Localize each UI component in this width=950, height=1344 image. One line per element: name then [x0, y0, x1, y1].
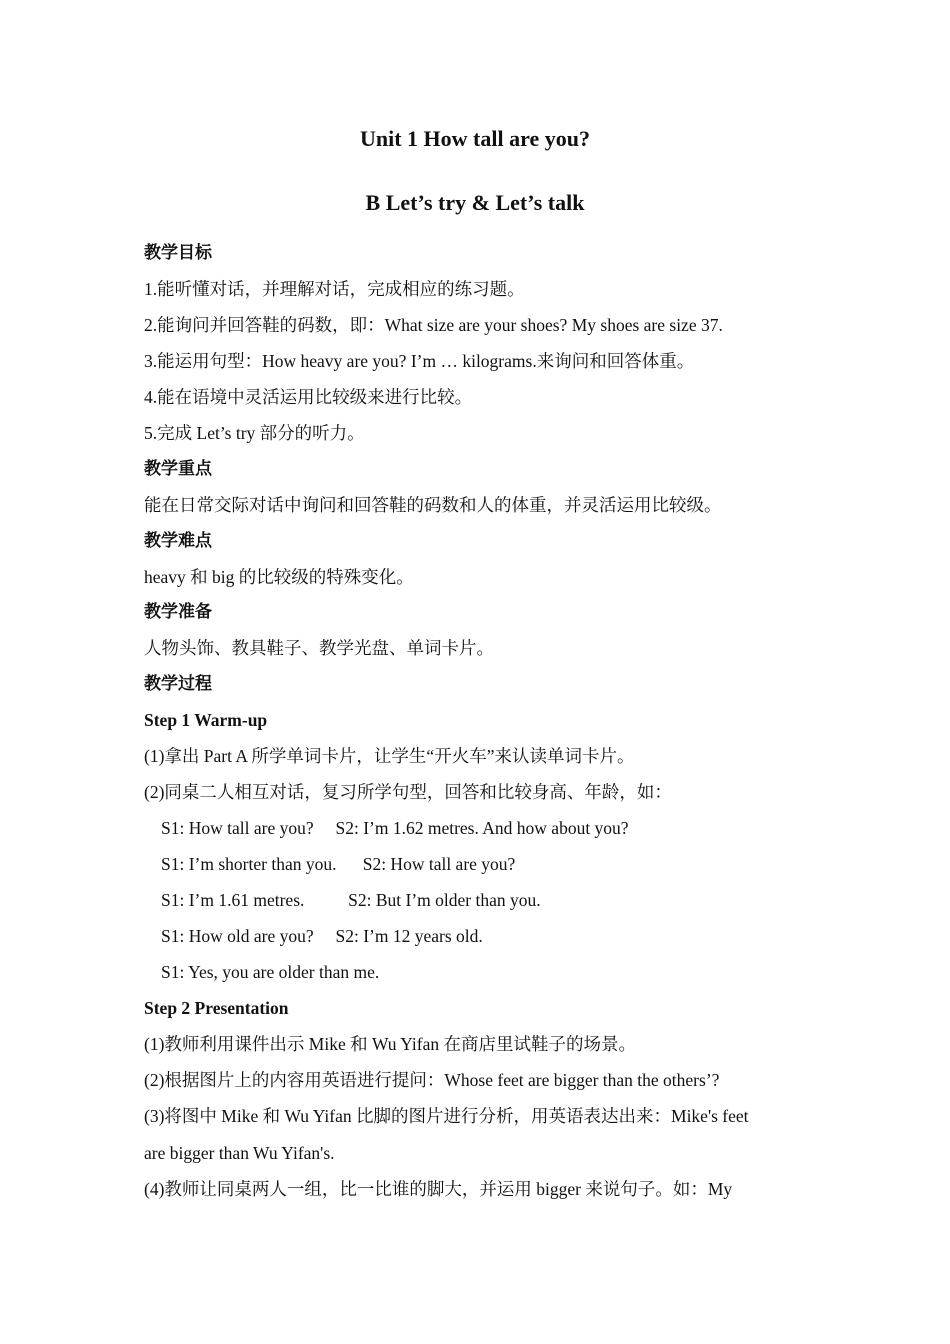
step1-item: (2)同桌二人相互对话，复习所学句型，回答和比较身高、年龄，如：: [144, 782, 672, 802]
objective-item: 1.能听懂对话，并理解对话，完成相应的练习题。: [144, 279, 525, 299]
dialogue-line: S1: How tall are you? S2: I’m 1.62 metres. And how about you?: [161, 818, 629, 838]
document-subtitle: B Let’s try & Let’s talk: [365, 190, 585, 215]
document-title: Unit 1 How tall are you?: [360, 126, 590, 151]
step1-title: Step 1 Warm-up: [144, 710, 268, 730]
objective-item: 3.能运用句型：How heavy are you? I’m … kilograms.来询问和回答体重。: [144, 351, 695, 371]
step2-item: (3)将图中 Mike 和 Wu Yifan 比脚的图片进行分析，用英语表达出来：Mike's feet: [144, 1106, 749, 1126]
step1-item: (1)拿出 Part A 所学单词卡片，让学生“开火车”来认读单词卡片。: [144, 746, 635, 766]
difficulties-text: heavy 和 big 的比较级的特殊变化。: [144, 567, 414, 587]
step2-item: are bigger than Wu Yifan's.: [144, 1143, 335, 1163]
objective-item: 5.完成 Let’s try 部分的听力。: [144, 423, 365, 443]
objective-item: 2.能询问并回答鞋的码数，即：What size are your shoes? My shoes are size 37.: [144, 315, 723, 335]
preparation-heading: 教学准备: [144, 602, 212, 622]
objective-item: 4.能在语境中灵活运用比较级来进行比较。: [144, 387, 473, 407]
key-points-heading: 教学重点: [144, 459, 212, 479]
step2-item: (1)教师利用课件出示 Mike 和 Wu Yifan 在商店里试鞋子的场景。: [144, 1034, 637, 1054]
process-heading: 教学过程: [144, 674, 212, 694]
step2-title: Step 2 Presentation: [144, 998, 289, 1018]
step2-item: (2)根据图片上的内容用英语进行提问：Whose feet are bigger than the others’?: [144, 1070, 720, 1090]
step2-item: (4)教师让同桌两人一组，比一比谁的脚大，并运用 bigger 来说句子。如：My: [144, 1179, 733, 1199]
key-points-text: 能在日常交际对话中询问和回答鞋的码数和人的体重，并灵活运用比较级。: [144, 495, 722, 515]
difficulties-heading: 教学难点: [144, 531, 212, 551]
dialogue-line: S1: I’m shorter than you. S2: How tall are you?: [161, 854, 516, 874]
preparation-text: 人物头饰、教具鞋子、教学光盘、单词卡片。: [144, 638, 494, 658]
dialogue-line: S1: How old are you? S2: I’m 12 years old.: [161, 926, 483, 946]
dialogue-line: S1: I’m 1.61 metres. S2: But I’m older than you.: [161, 890, 541, 910]
objectives-heading: 教学目标: [144, 243, 212, 263]
dialogue-line: S1: Yes, you are older than me.: [161, 962, 380, 982]
